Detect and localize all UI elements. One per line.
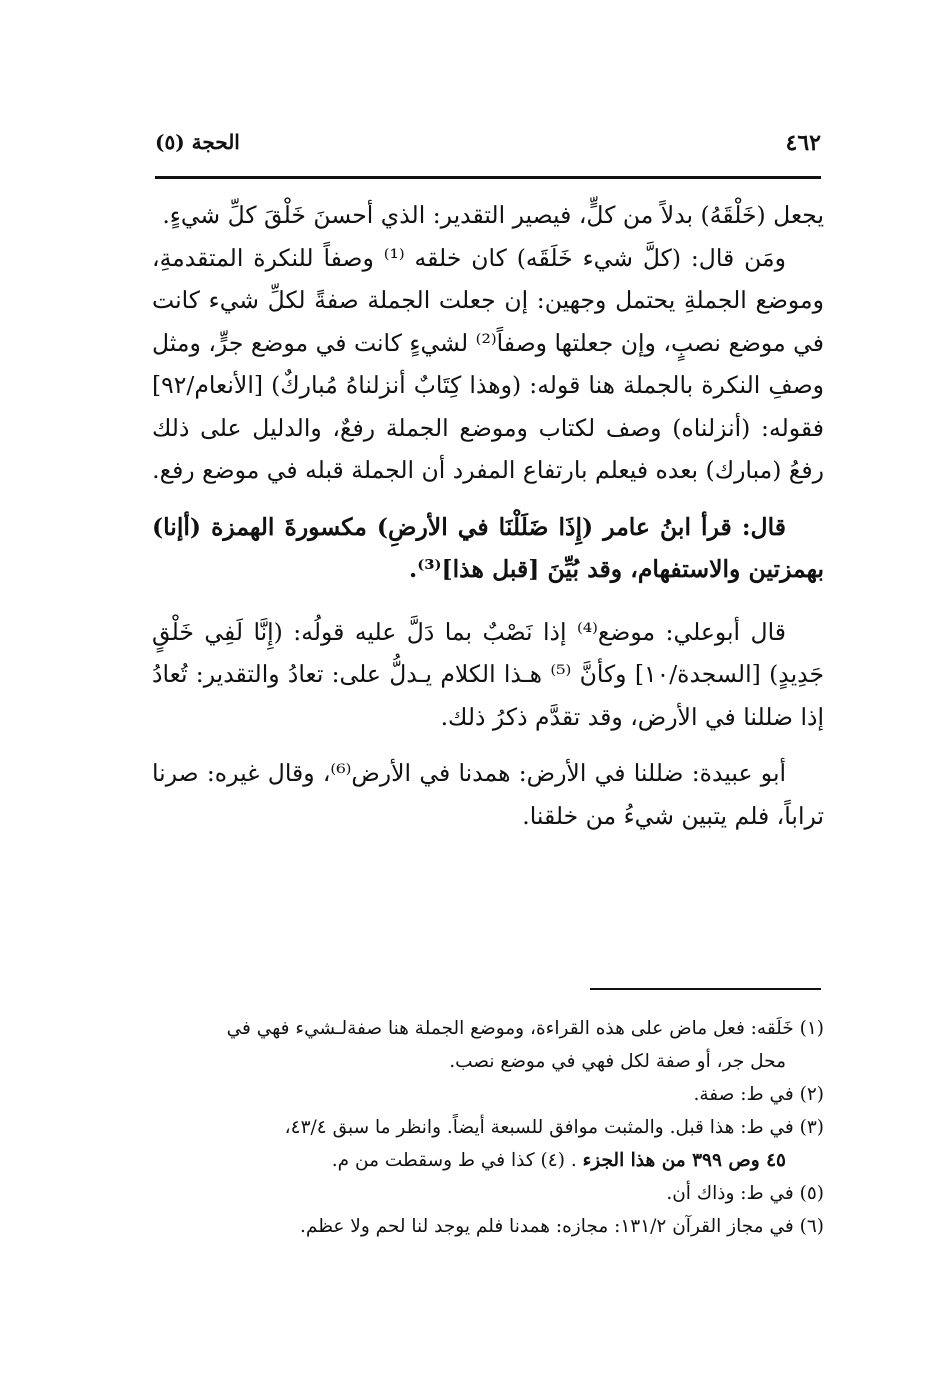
footnote-1 — [152, 1012, 824, 1078]
paragraph-4: قال أبوعلي: موضع⁽⁴⁾ إذا نَصْبٌ بما دَلَّ عليه قولُه: (إِنَّا لَفِي خَلْقٍ جَدِيدٍ) [السجدة/١٠] وكأنَّ ⁽⁵⁾ هـذا الكلام يـدلُّ على: تعادُ والتقدير: تُعادُ إذا ضللنا في الأرض، وقد تقدَّم ذكرُ ذلك. — [152, 617, 824, 731]
footnote-line — [152, 1144, 824, 1177]
footnote-5 — [152, 1177, 824, 1210]
footnote-line: محل جر، أو صفة لكل فهي في موضع نصب. — [449, 1051, 786, 1072]
running-title: الحجة (٥) — [155, 130, 240, 154]
footnote-line: (١) خَلَقه: فعل ماض على هذه القراءة، وموضع الجملة هنا صفةلـشيء فهي في — [226, 1018, 824, 1039]
footnotes — [152, 1012, 824, 1243]
paragraph-5: أبو عبيدة: ضللنا في الأرض: همدنا في الأرض⁽⁶⁾، وقال غيره: صرنا تراباً، فلم يتبين شيءُ من خلقنا. — [152, 759, 824, 830]
page-header — [155, 122, 821, 166]
footnote-line: (٦) في مجاز القرآن ١٣١/٢: مجازه: همدنا فلم يوجد لنا لحم ولا عظم. — [300, 1216, 824, 1237]
main-text — [152, 194, 824, 837]
header-rule — [155, 176, 821, 179]
paragraph-3: قال: قرأ ابنُ عامر (إِذَا ضَلَلْنَا في الأرضِ) مكسورةَ الهمزة (أإنا) بهمزتين والاستفهام، وقد بُيِّنَ [قبل هذا]⁽³⁾. — [152, 512, 824, 583]
footnote-6 — [152, 1210, 824, 1243]
footnote-3 — [152, 1111, 824, 1177]
footnote-4-inline: . (٤) كذا في ط وسقطت من م. — [331, 1150, 583, 1171]
paragraph-2: ومَن قال: (كلَّ شيء خَلَقَه) كان خلقه ⁽¹⁾ وصفاً للنكرة المتقدمةِ، وموضع الجملةِ يحتمل وجهين: إن جعلت الجملة صفةً لكلِّ شيء كانت في موضع نصبٍ، وإن جعلتها وصفاً⁽²⁾ لشيءٍ كانت في موضع جرٍّ، ومثل وصفِ النكرة بالجملة هنا قوله: (وهذا كِتَابٌ أنزلناهُ مُباركٌ) [الأنعام/٩٢] فقوله: (أنزلناه) وصف لكتاب وموضع الجملة رفعٌ، والدليل على ذلك رفعُ (مبارك) بعده فيعلم بارتفاع المفرد أن الجملة قبله في موضع رفع. — [152, 243, 824, 484]
footnote-rule — [590, 988, 821, 990]
footnote-line: (٥) في ط: وذاك أن. — [666, 1183, 824, 1204]
page-number: ٤٦٢ — [785, 130, 821, 156]
footnote-line: (٢) في ط: صفة. — [693, 1084, 824, 1105]
footnote-2 — [152, 1078, 824, 1111]
footnote-bold-ref: ٤٥ وص ٣٩٩ من هذا الجزء — [582, 1150, 786, 1171]
footnote-line: (٣) في ط: هذا قبل. والمثبت موافق للسبعة أيضاً. وانظر ما سبق ٤٣/٤، — [284, 1117, 824, 1138]
paragraph-1: يجعل (خَلْقَهُ) بدلاً من كلٍّ، فيصير التقدير: الذي أحسنَ خَلْقَ كلِّ شيءٍ. — [162, 201, 824, 229]
